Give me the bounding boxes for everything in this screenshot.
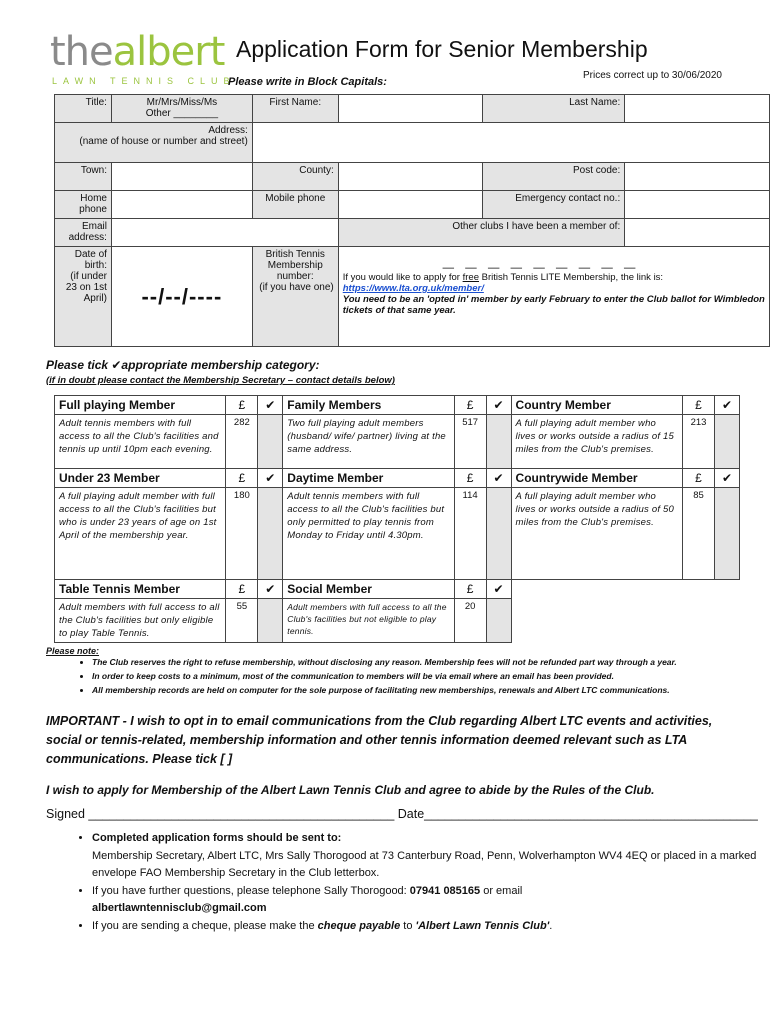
signature-line[interactable]: Signed ____________________________________________ Date________________________________________________ (46, 807, 758, 821)
family-member-tick[interactable]: ✔ (486, 396, 511, 415)
mobile-label: Mobile phone (252, 191, 338, 219)
category-heading: Please tick ✔appropriate membership category: (46, 358, 320, 372)
apply-statement: I wish to apply for Membership of the Albert Lawn Tennis Club and agree to abide by the Rules of the Club. (46, 783, 655, 797)
under23-member-price: 180 (226, 488, 258, 580)
lta-ballot-note: You need to be an 'opted in' member by early February to enter the Club ballot for Wimbledon tickets of that same year. (342, 294, 765, 316)
other-clubs-label: Other clubs I have been a member of: (338, 219, 625, 247)
lta-number-field[interactable] (338, 247, 769, 347)
social-member-tick[interactable]: ✔ (486, 580, 511, 599)
notes-heading: Please note: (46, 646, 100, 656)
logo-part1: the (50, 29, 113, 75)
emergency-label: Emergency contact no.: (483, 191, 625, 219)
full-member-desc: Adult tennis members with full access to all the Club's facilities and tennis up until 10pm each evening. (55, 415, 226, 469)
county-label: County: (252, 163, 338, 191)
daytime-member-tick[interactable]: ✔ (486, 469, 511, 488)
lta-number-label: British Tennis Membership number: (if you have one) (252, 247, 338, 347)
postcode-label: Post code: (483, 163, 625, 191)
lta-link[interactable]: https://www.lta.org.uk/member/ (342, 283, 484, 294)
full-member-price: 282 (226, 415, 258, 469)
emergency-field[interactable] (625, 191, 770, 219)
last-name-field[interactable] (625, 95, 770, 123)
table-tennis-member-price: 55 (226, 599, 258, 643)
last-name-label: Last Name: (483, 95, 625, 123)
table-tennis-member-tick[interactable]: ✔ (258, 580, 283, 599)
contact-phone[interactable]: 07941 085165 (409, 884, 481, 897)
daytime-member-price: 114 (454, 488, 486, 580)
cheque-payee: 'Albert Lawn Tennis Club' (415, 919, 550, 932)
email-opt-in-statement[interactable]: IMPORTANT - I wish to opt in to email communications from the Club regarding Albert LTC events and activities, social or tennis-related, membership information and other tennis information deemed relevant such as LTA communications. Please tick [ ] (46, 714, 713, 766)
note-item: • In order to keep costs to a minimum, most of the communication to members will be via email where an email has been provided. (92, 669, 770, 683)
table-tennis-member-desc: Adult members with full access to all the Club's facilities but only eligible to play Table Tennis. (55, 599, 226, 643)
currency-label: £ (454, 396, 486, 415)
under23-member-tick[interactable]: ✔ (258, 469, 283, 488)
under23-member-desc: A full playing adult member with full access to all the Club's facilities but who is under 23 years of age on 1st April of the membership year. (55, 488, 226, 580)
personal-details-table (54, 94, 770, 347)
daytime-member-desc: Adult tennis members with full access to all the Club's facilities but only permitted to play tennis from Monday to Friday until 4.30pm. (283, 488, 454, 580)
dob-field[interactable]: --/--/---- (111, 247, 252, 347)
full-member-tick[interactable]: ✔ (258, 396, 283, 415)
country-member-tick[interactable]: ✔ (714, 396, 739, 415)
mobile-field[interactable] (338, 191, 483, 219)
countrywide-member-tick[interactable]: ✔ (714, 469, 739, 488)
lta-number-blanks: _ _ _ _ _ _ _ _ _ (442, 249, 639, 271)
countrywide-member-name: Countrywide Member (511, 469, 682, 488)
country-member-name: Country Member (511, 396, 682, 415)
address-label: Address: (name of house or number and street) (55, 123, 253, 163)
send-address: Membership Secretary, Albert LTC, Mrs Sally Thorogood at 73 Canterbury Road, Penn, Wolverhampton WV4 4EQ or placed in a marked envelope FAO Membership Secretary in the Club letterbox. (92, 849, 757, 879)
town-label: Town: (55, 163, 112, 191)
contact-email[interactable]: albertlawntennisclub@gmail.com (92, 902, 267, 914)
membership-table (54, 395, 740, 643)
prices-note: Prices correct up to 30/06/2020 (583, 70, 722, 81)
note-item: • The Club reserves the right to refuse membership, without disclosing any reason. Membership fees will not be refunded part way through a year. (92, 655, 770, 669)
county-field[interactable] (338, 163, 483, 191)
first-name-label: First Name: (252, 95, 338, 123)
social-member-desc: Adult members with full access to all the Club's facilities but not eligible to play tennis. (283, 599, 454, 643)
currency-label: £ (683, 396, 715, 415)
currency-label: £ (226, 469, 258, 488)
other-clubs-field[interactable] (625, 219, 770, 247)
countrywide-member-price: 85 (683, 488, 715, 580)
currency-label: £ (226, 396, 258, 415)
full-member-name: Full playing Member (55, 396, 226, 415)
category-subheading: (if in doubt please contact the Membership Secretary – contact details below) (46, 375, 395, 386)
lta-info: If you would like to apply for free British Tennis LITE Membership, the link is: (342, 272, 664, 283)
country-member-price: 213 (683, 415, 715, 469)
currency-label: £ (683, 469, 715, 488)
notes-list (46, 655, 770, 697)
daytime-member-name: Daytime Member (283, 469, 454, 488)
send-to-item (92, 830, 770, 883)
logo-tagline: LAWN TENNIS CLUB (52, 76, 236, 86)
family-member-name: Family Members (283, 396, 454, 415)
page-title: Application Form for Senior Membership (236, 36, 648, 62)
social-member-price: 20 (454, 599, 486, 643)
home-phone-label: Home phone (55, 191, 112, 219)
home-phone-field[interactable] (111, 191, 252, 219)
address-field[interactable] (252, 123, 769, 163)
first-name-field[interactable] (338, 95, 483, 123)
table-tennis-member-name: Table Tennis Member (55, 580, 226, 599)
block-capitals-instruction: Please write in Block Capitals: (228, 76, 387, 88)
town-field[interactable] (111, 163, 252, 191)
cheque-item: • If you are sending a cheque, please make the cheque payable to 'Albert Lawn Tennis Club'. (92, 918, 770, 936)
country-member-desc: A full playing adult member who lives or works outside a radius of 15 miles from the Club's premises. (511, 415, 682, 469)
social-member-name: Social Member (283, 580, 454, 599)
currency-label: £ (454, 580, 486, 599)
dob-label: Date of birth: (if under 23 on 1st April) (55, 247, 112, 347)
countrywide-member-desc: A full playing adult member who lives or works outside a radius of 50 miles from the Club's premises. (511, 488, 682, 580)
family-member-desc: Two full playing adult members (husband/ wife/ partner) living at the same address. (283, 415, 454, 469)
title-options[interactable]: Mr/Mrs/Miss/Ms Other ________ (111, 95, 252, 123)
send-heading: • Completed application forms should be sent to: (92, 832, 342, 844)
email-field[interactable] (111, 219, 338, 247)
email-label: Email address: (55, 219, 112, 247)
questions-item: • If you have further questions, please telephone Sally Thorogood: 07941 085165 or email albertlawntennisclub@gmail.com (92, 883, 770, 918)
club-logo (50, 30, 224, 74)
family-member-price: 517 (454, 415, 486, 469)
under23-member-name: Under 23 Member (55, 469, 226, 488)
postcode-field[interactable] (625, 163, 770, 191)
currency-label: £ (226, 580, 258, 599)
contact-list (46, 830, 770, 935)
title-label: Title: (55, 95, 112, 123)
note-item: • All membership records are held on computer for the sole purpose of facilitating new memberships, renewals and Albert LTC communications. (92, 683, 770, 697)
logo-part2: albert (112, 29, 225, 75)
currency-label: £ (454, 469, 486, 488)
